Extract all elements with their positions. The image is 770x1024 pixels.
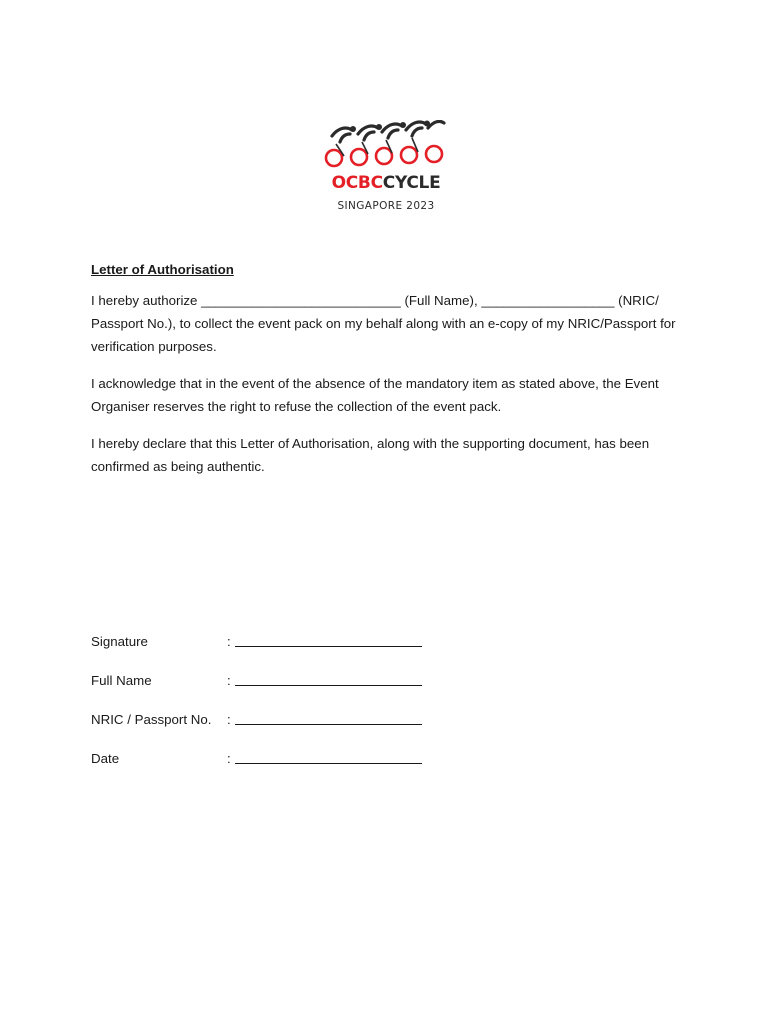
field-colon: :: [227, 634, 231, 649]
letter-paragraph-declare: I hereby declare that this Letter of Authorisation, along with the supporting document, has been confirmed as being authentic.: [91, 436, 650, 474]
field-colon: :: [227, 751, 231, 766]
letter-paragraph-authorize: I hereby authorize ___________________________ (Full Name), __________________ (NRIC/ Passport No.), to collect the event pack on my behalf along with an e-copy of my NRIC/Passport for verification purposes.: [91, 293, 676, 354]
date-label: Date: [91, 751, 120, 766]
nric-passport-field[interactable]: [235, 710, 422, 725]
signature-field[interactable]: [235, 632, 422, 647]
logo-edition: SINGAPORE 2023: [337, 200, 435, 212]
date-field[interactable]: [235, 749, 422, 764]
letter-heading: Letter of Authorisation: [91, 262, 234, 277]
signature-label: Signature: [91, 634, 148, 649]
logo-brand-ocbc: OCBC: [331, 173, 383, 193]
field-colon: :: [227, 673, 231, 688]
field-colon: :: [227, 712, 231, 727]
date-row: [91, 727, 422, 766]
signature-block: [91, 610, 422, 766]
letter-paragraph-acknowledge: I acknowledge that in the event of the absence of the mandatory item as stated above, the Event Organiser reserves the right to refuse the collection of the event pack.: [91, 376, 659, 414]
letter-body: [91, 258, 691, 492]
signature-row: [91, 610, 422, 649]
logo-wordmark: [322, 173, 450, 193]
full-name-label: Full Name: [91, 673, 152, 688]
nric-passport-label: NRIC / Passport No.: [91, 712, 212, 727]
ocbc-cycle-logo: [322, 120, 450, 220]
logo-brand-cycle: CYCLE: [382, 173, 441, 193]
nric-passport-row: [91, 688, 422, 727]
full-name-row: [91, 649, 422, 688]
full-name-field[interactable]: [235, 671, 422, 686]
cyclists-icon: [322, 120, 450, 172]
